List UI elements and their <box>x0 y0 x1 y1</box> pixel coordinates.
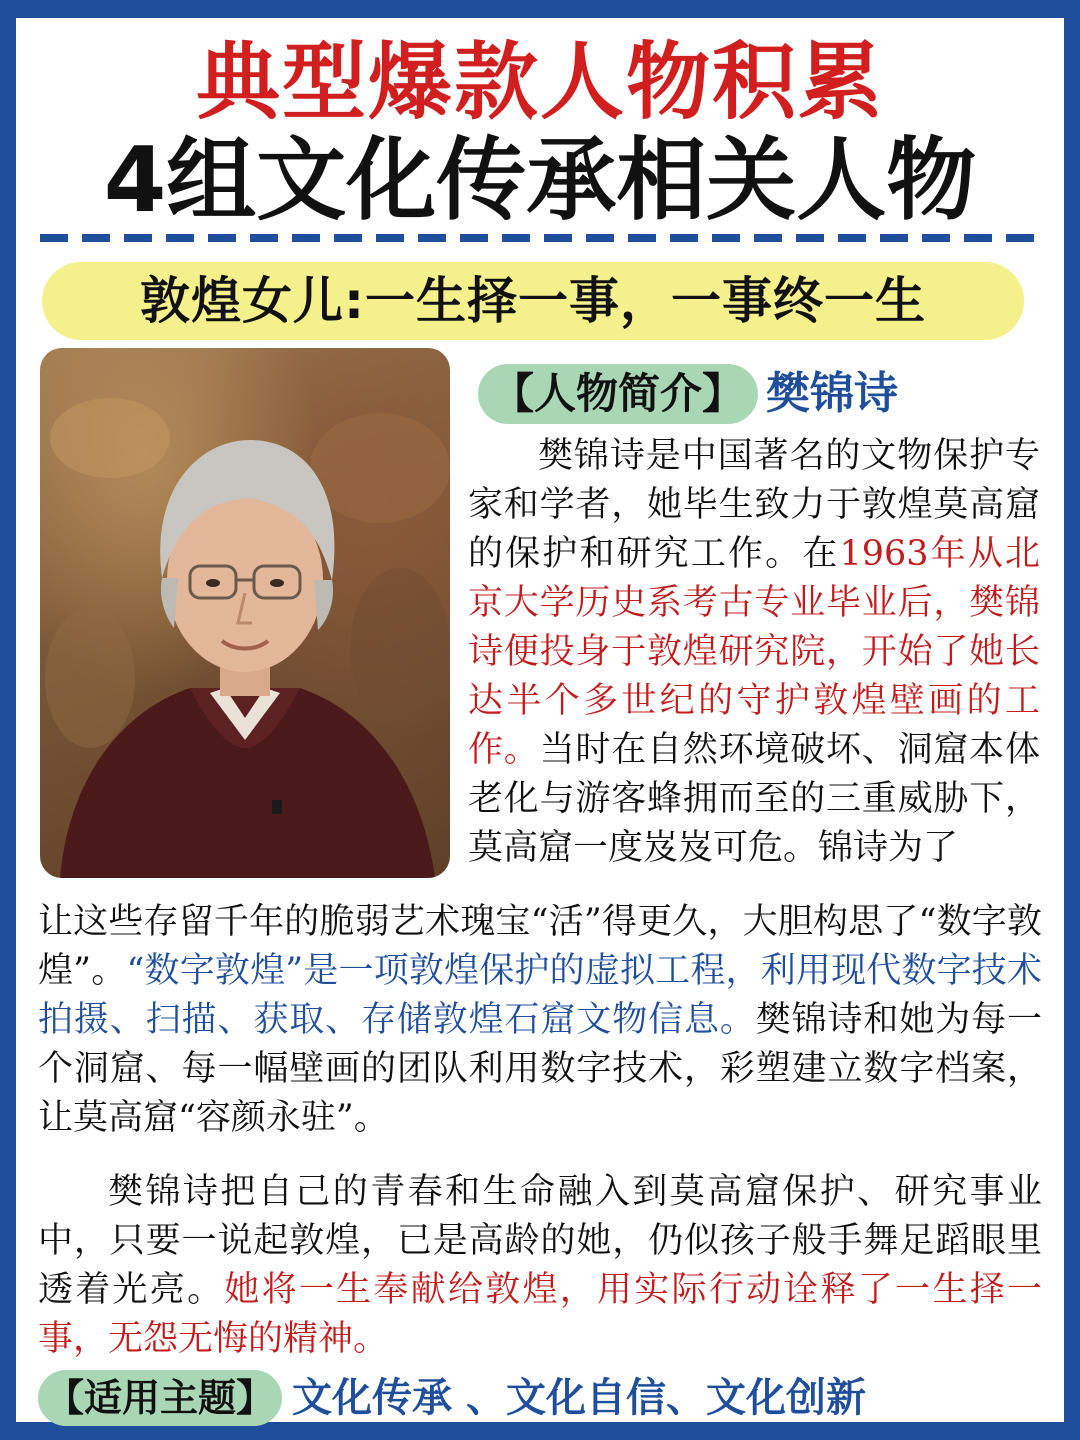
profile-highlight-red-1: 1963年从北京大学历史系考古专业毕业后，樊锦诗便投身于敦煌研究院，开始了她长达半个多世纪的守护敦煌壁画的工作。 <box>468 534 1040 770</box>
profile-paragraph-2 <box>38 1168 1042 1364</box>
profile-name: 樊锦诗 <box>766 368 899 419</box>
title-line-2: 4组文化传承相关人物 <box>103 128 977 233</box>
portrait-illustration <box>40 348 450 878</box>
subtitle-banner: 敦煌女儿:一生择一事，一事终一生 <box>42 262 1024 340</box>
theme-tag: 【适用主题】 <box>38 1370 282 1426</box>
portrait-photo <box>40 348 450 878</box>
profile-header <box>478 362 898 426</box>
page <box>16 18 1064 1422</box>
dashed-divider <box>40 234 1040 242</box>
profile-paragraph-1-continued <box>38 898 1042 1143</box>
profile-paragraph-1 <box>468 432 1040 873</box>
profile-text-4: 樊锦诗和她为每一个洞窟、每一幅壁画的团队利用数字技术，彩塑建立数字档案，让莫高窟“容颜永驻”。 <box>38 1000 1042 1138</box>
profile-highlight-blue: “数字敦煌”是一项敦煌保护的虚拟工程，利用现代数字技术拍摄、扫描、获取、存储敦煌石窟文物信息。 <box>38 951 1042 1040</box>
theme-row <box>38 1370 866 1426</box>
profile-text-5: 樊锦诗把自己的青春和生命融入到莫高窟保护、研究事业中，只要一说起敦煌，已是高龄的她，仍似孩子般手舞足蹈眼里透着光亮。 <box>38 1172 1042 1310</box>
profile-text-1: 樊锦诗是中国著名的文物保护专家和学者，她毕生致力于敦煌莫高窟的保护和研究工作。在 <box>468 436 1040 574</box>
theme-value: 文化传承 、文化自信、文化创新 <box>292 1375 866 1421</box>
profile-highlight-red-2: 她将一生奉献给敦煌，用实际行动诠释了一生择一事，无怨无悔的精神。 <box>38 1270 1042 1359</box>
profile-text-2: 当时在自然环境破坏、洞窟本体老化与游客蜂拥而至的三重威胁下，莫高窟一度岌岌可危。锦诗为了 <box>468 730 1040 868</box>
profile-tag: 【人物简介】 <box>478 364 758 424</box>
profile-text-3: 让这些存留千年的脆弱艺术瑰宝“活”得更久，大胆构思了“数字敦煌”。 <box>38 902 1042 991</box>
title-line-1: 典型爆款人物积累 <box>195 33 884 131</box>
